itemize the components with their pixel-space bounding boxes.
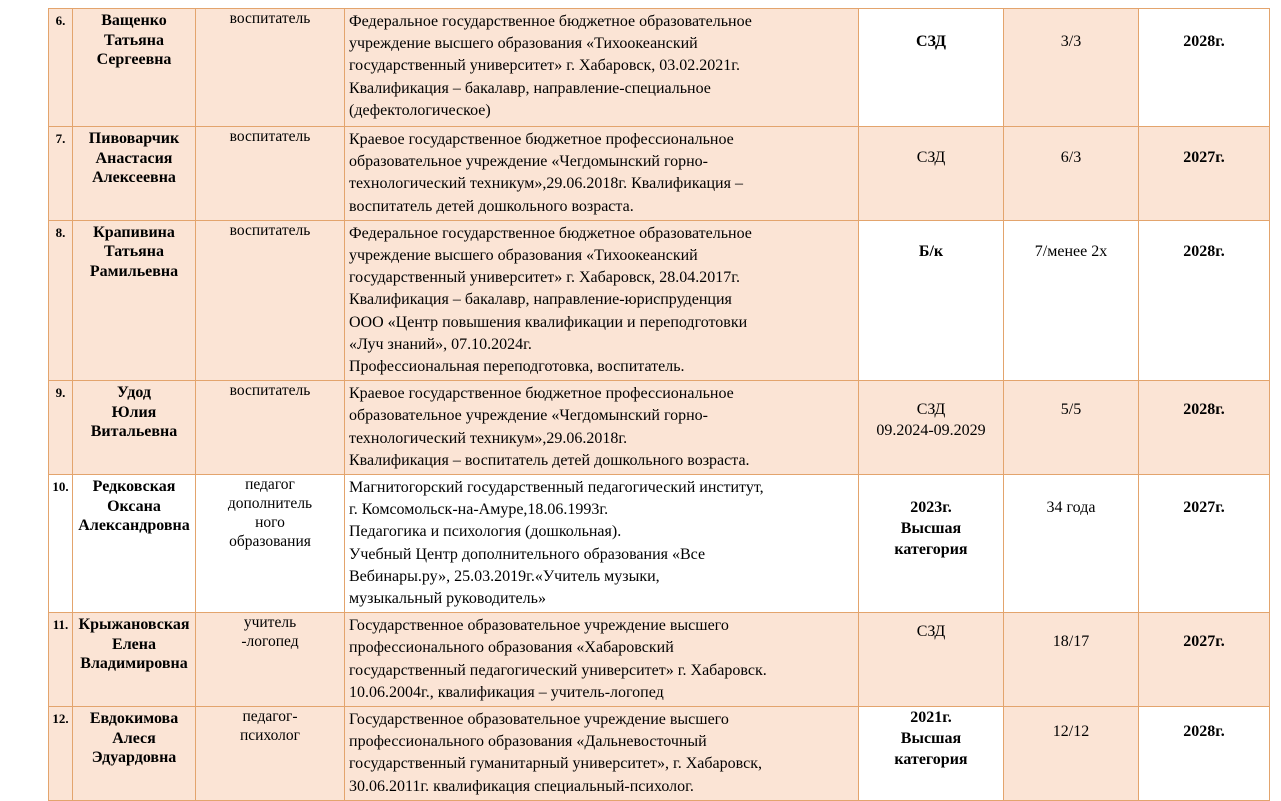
staff-table-body — [49, 9, 1270, 801]
category-cell — [859, 613, 1004, 707]
employee-name-line: Рамильевна — [89, 262, 179, 280]
position-cell — [196, 475, 345, 613]
row-number-cell: 10. — [49, 475, 73, 613]
education-line: Краевое государственное бюджетное профессиональное — [349, 385, 734, 403]
row-number-cell: 12. — [49, 707, 73, 801]
education-line: государственный гуманитарный университет», г. Хабаровск, — [349, 755, 762, 773]
employee-name-line: Алексеевна — [92, 169, 176, 186]
education-line: «Луч знаний», 07.10.2024г. — [349, 335, 532, 353]
education-line: Государственное образовательное учреждение высшего — [349, 711, 729, 729]
education-line: воспитатель детей дошкольного возраста. — [349, 197, 634, 215]
attestation-year-cell: 2028г. — [1139, 707, 1270, 801]
employee-name-line: Сергеевна — [96, 51, 172, 68]
position-line: учитель — [243, 614, 297, 632]
education-line: образовательное учреждение «Чегдомынский горно- — [349, 153, 708, 171]
category-cell — [859, 9, 1004, 127]
category-line: 2023г. — [910, 499, 952, 517]
category-cell — [859, 220, 1004, 380]
education-line: Федеральное государственное бюджетное образовательное — [349, 13, 752, 30]
employee-name-cell — [73, 707, 196, 801]
employee-name-line: Витальевна — [90, 423, 178, 441]
table-row — [49, 475, 1270, 613]
education-cell — [345, 9, 859, 127]
attestation-year-cell: 2027г. — [1139, 127, 1270, 221]
row-number-cell: 8. — [49, 220, 73, 380]
position-line: образования — [229, 533, 311, 551]
education-line: Квалификация – воспитатель детей дошкольного возраста. — [349, 451, 750, 469]
education-line: Краевое государственное бюджетное профессиональное — [349, 131, 734, 148]
education-line: Магнитогорский государственный педагогический институт, — [349, 479, 764, 497]
category-cell — [859, 475, 1004, 613]
table-row — [49, 9, 1270, 127]
education-line: Квалификация – бакалавр, направление-юриспруденция — [349, 291, 732, 309]
education-line: Профессиональная переподготовка, воспитатель. — [349, 358, 685, 376]
category-line: СЗД — [916, 149, 946, 166]
employee-name-line: Крапивина — [93, 223, 175, 241]
position-line: дополнитель — [227, 495, 313, 513]
education-line: Педагогика и психология (дошкольная). — [349, 523, 622, 541]
attestation-year-cell: 2028г. — [1139, 9, 1270, 127]
position-line: педагог — [245, 476, 295, 494]
experience-cell: 5/5 — [1004, 381, 1139, 475]
employee-name-cell — [73, 381, 196, 475]
table-row — [49, 381, 1270, 475]
row-number-cell: 11. — [49, 613, 73, 707]
education-line: технологический техникум»,29.06.2018г. Квалификация – — [349, 175, 743, 193]
education-line: государственный университет» г. Хабаровск, 03.02.2021г. — [349, 57, 740, 75]
experience-cell: 18/17 — [1004, 613, 1139, 707]
category-line: 09.2024-09.2029 — [876, 422, 986, 440]
education-line: Учебный Центр дополнительного образования «Все — [349, 545, 706, 563]
employee-name-line: Пивоварчик — [88, 130, 180, 147]
category-line: Высшая — [900, 730, 962, 748]
employee-name-line: Татьяна — [103, 243, 165, 261]
experience-cell: 7/менее 2х — [1004, 220, 1139, 380]
education-line: Государственное образовательное учреждение высшего — [349, 617, 729, 635]
employee-name-line: Владимировна — [80, 655, 188, 673]
employee-name-cell — [73, 613, 196, 707]
position-line: воспитатель — [229, 221, 311, 239]
position-line: психолог — [239, 727, 301, 745]
education-line: 10.06.2004г., квалификация – учитель-логопед — [349, 683, 664, 701]
staff-table-container — [48, 8, 1270, 801]
education-line: профессионального образования «Дальневосточный — [349, 733, 707, 751]
employee-name-line: Александровна — [78, 517, 190, 535]
education-line: профессионального образования «Хабаровский — [349, 639, 674, 657]
education-cell — [345, 127, 859, 221]
category-line: СЗД — [916, 623, 946, 641]
education-line: учреждение высшего образования «Тихоокеанский — [349, 35, 698, 53]
employee-name-line: Елена — [112, 635, 156, 653]
education-cell — [345, 613, 859, 707]
education-line: 30.06.2011г. квалификация специальный-психолог. — [349, 777, 694, 795]
table-row — [49, 707, 1270, 801]
position-line: ного — [255, 514, 285, 532]
position-line: воспитатель — [229, 128, 311, 145]
employee-name-cell — [73, 220, 196, 380]
row-number-cell: 7. — [49, 127, 73, 221]
position-line: -логопед — [241, 633, 299, 651]
position-cell — [196, 9, 345, 127]
education-line: технологический техникум»,29.06.2018г. — [349, 429, 628, 447]
employee-name-line: Юлия — [111, 403, 157, 421]
position-cell — [196, 707, 345, 801]
experience-cell: 34 года — [1004, 475, 1139, 613]
education-cell — [345, 381, 859, 475]
category-line: категория — [894, 751, 968, 769]
education-line: учреждение высшего образования «Тихоокеанский — [349, 247, 698, 265]
attestation-year-cell: 2028г. — [1139, 220, 1270, 380]
position-cell — [196, 220, 345, 380]
experience-cell: 12/12 — [1004, 707, 1139, 801]
experience-cell: 3/3 — [1004, 9, 1139, 127]
position-line: воспитатель — [229, 10, 311, 27]
education-line: (дефектологическое) — [349, 101, 491, 119]
attestation-year-cell: 2028г. — [1139, 381, 1270, 475]
education-cell — [345, 707, 859, 801]
employee-name-line: Удод — [117, 384, 151, 402]
education-line: Квалификация – бакалавр, направление-специальное — [349, 79, 711, 97]
education-line: ООО «Центр повышения квалификации и переподготовки — [349, 313, 748, 331]
category-line: СЗД — [915, 33, 947, 50]
employee-name-cell — [73, 127, 196, 221]
employee-name-line: Татьяна — [103, 31, 165, 49]
table-row — [49, 220, 1270, 380]
staff-table — [48, 8, 1270, 801]
category-line: 2021г. — [910, 709, 952, 727]
education-line: г. Комсомольск-на-Амуре,18.06.1993г. — [349, 501, 609, 519]
employee-name-cell — [73, 475, 196, 613]
category-cell — [859, 707, 1004, 801]
position-line: педагог- — [242, 708, 298, 726]
education-line: государственный университет» г. Хабаровск, 28.04.2017г. — [349, 269, 740, 287]
category-line: категория — [894, 541, 968, 559]
employee-name-line: Эдуардовна — [91, 749, 177, 767]
experience-cell: 6/3 — [1004, 127, 1139, 221]
education-cell — [345, 220, 859, 380]
row-number-cell: 9. — [49, 381, 73, 475]
category-line: СЗД — [916, 401, 946, 419]
position-line: воспитатель — [229, 382, 311, 400]
employee-name-line: Крыжановская — [78, 616, 190, 634]
education-line: Федеральное государственное бюджетное образовательное — [349, 224, 752, 242]
employee-name-line: Оксана — [107, 497, 161, 515]
employee-name-cell — [73, 9, 196, 127]
education-line: Вебинары.ру», 25.03.2019г.«Учитель музыки, — [349, 567, 660, 585]
category-line: Б/к — [918, 242, 944, 260]
employee-name-line: Алеся — [112, 729, 156, 747]
category-cell — [859, 381, 1004, 475]
row-number-cell: 6. — [49, 9, 73, 127]
employee-name-line: Редковская — [92, 478, 176, 496]
attestation-year-cell: 2027г. — [1139, 475, 1270, 613]
attestation-year-cell: 2027г. — [1139, 613, 1270, 707]
category-line: Высшая — [900, 520, 962, 538]
education-line: музыкальный руководитель» — [349, 590, 546, 608]
education-line: образовательное учреждение «Чегдомынский горно- — [349, 407, 708, 425]
employee-name-line: Евдокимова — [89, 710, 179, 728]
position-cell — [196, 613, 345, 707]
education-cell — [345, 475, 859, 613]
table-row — [49, 613, 1270, 707]
table-row — [49, 127, 1270, 221]
education-line: государственный педагогический университет» г. Хабаровск. — [349, 661, 767, 679]
employee-name-line: Ващенко — [101, 12, 167, 29]
category-cell — [859, 127, 1004, 221]
position-cell — [196, 127, 345, 221]
position-cell — [196, 381, 345, 475]
employee-name-line: Анастасия — [95, 149, 173, 167]
